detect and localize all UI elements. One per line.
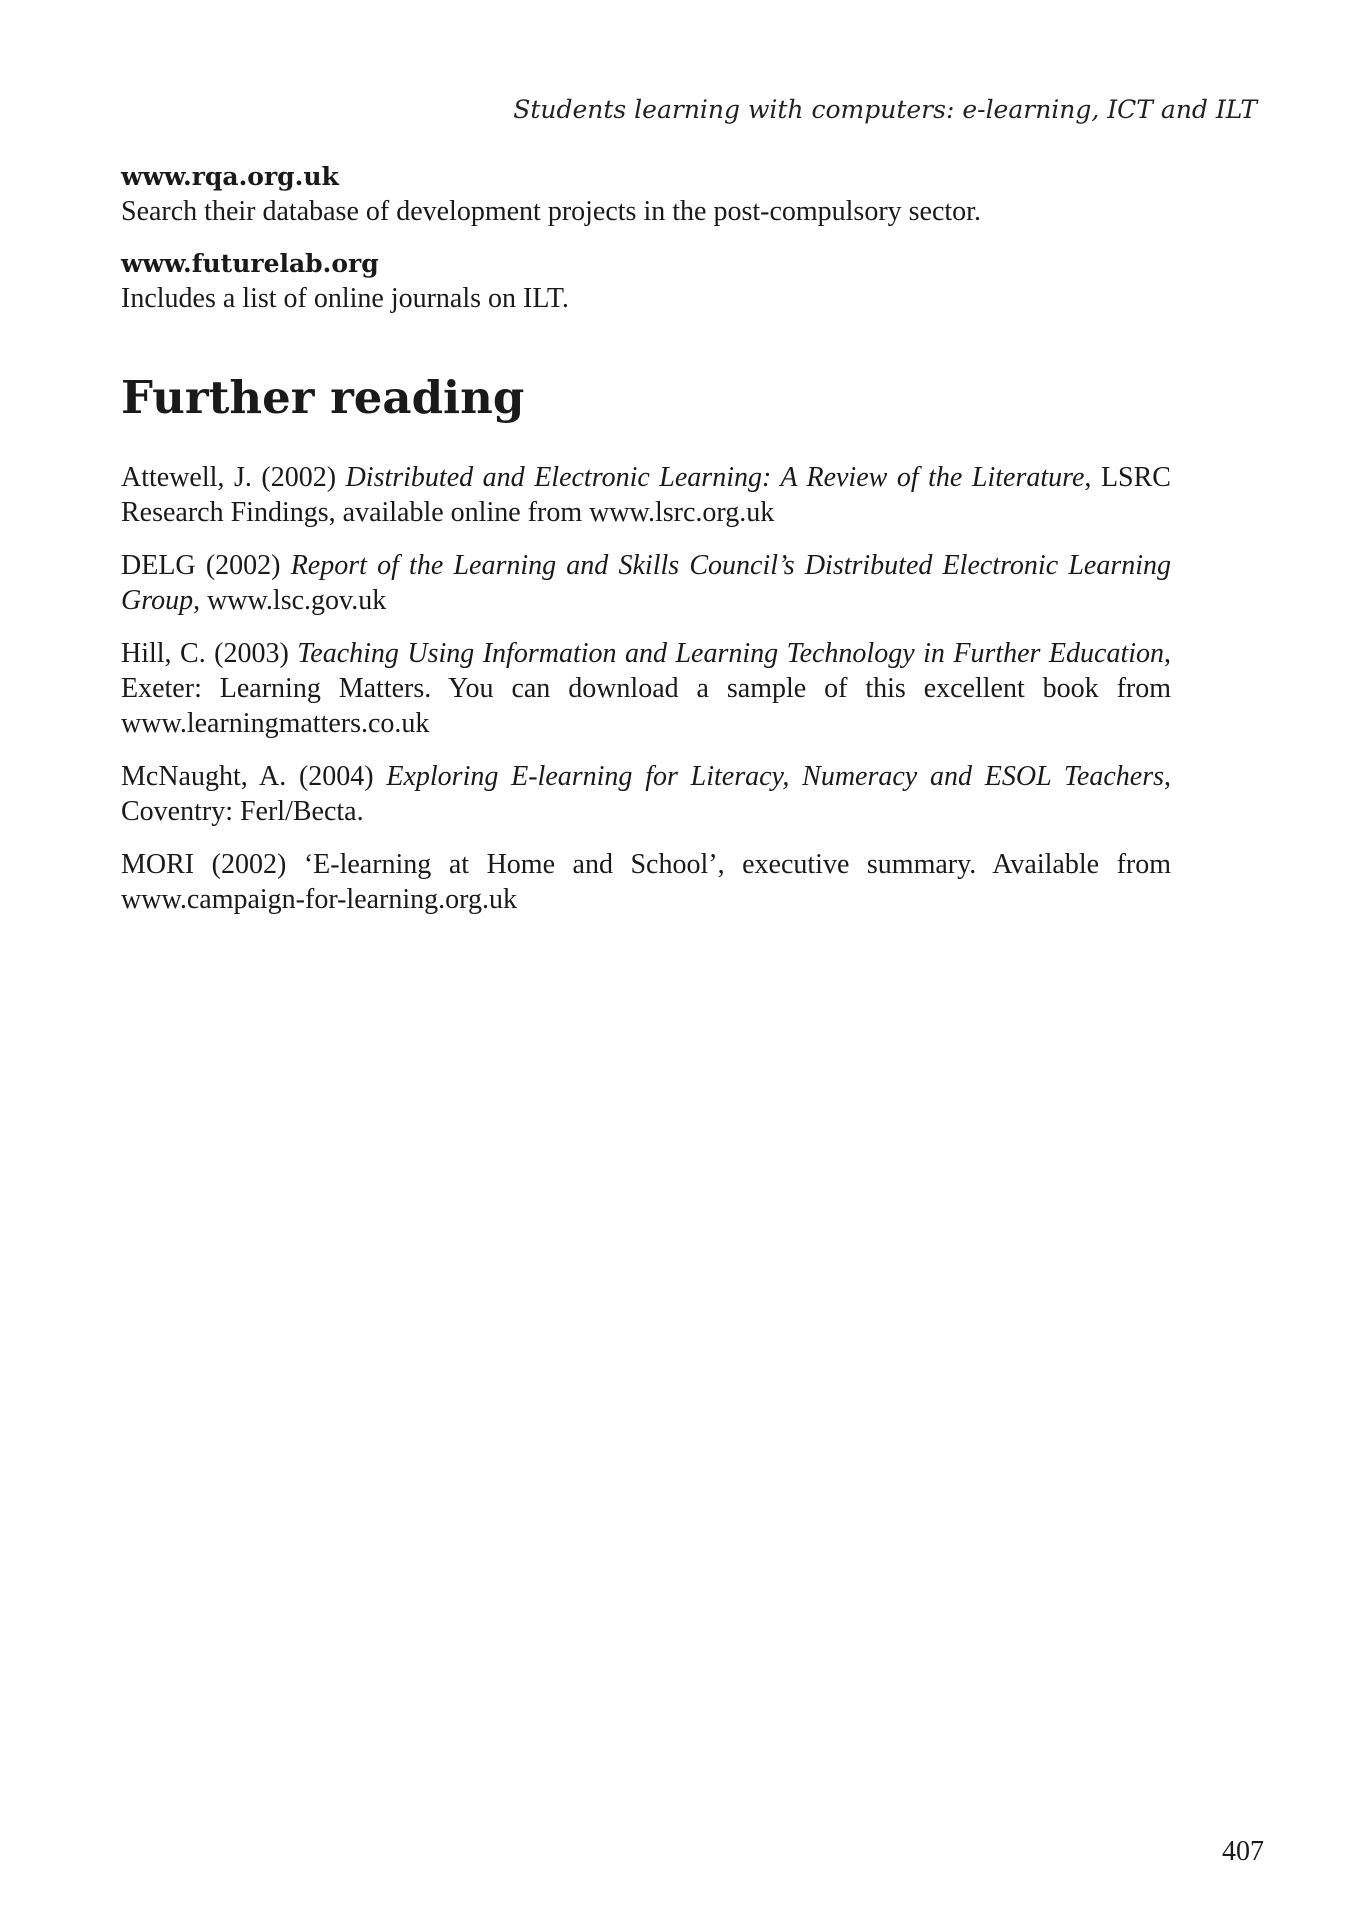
- section-heading: Further reading: [121, 371, 525, 424]
- reference-author-year: MORI (2002) ‘E-learning at Home and School’, executive summary. Available from www.campaign-for-learning.org.uk: [121, 849, 1171, 915]
- link-description: Search their database of development projects in the post-compulsory sector.: [121, 196, 981, 227]
- page-number: 407: [1222, 1836, 1264, 1867]
- page-body: [121, 160, 1171, 935]
- link-url[interactable]: www.futurelab.org: [121, 249, 379, 278]
- link-entry: [121, 247, 1171, 316]
- reference-title: Teaching Using Information and Learning Technology in Further Education: [297, 638, 1164, 669]
- link-description: Includes a list of online journals on ILT.: [121, 283, 569, 314]
- reference-title: Distributed and Electronic Learning: A Review of the Literature: [345, 462, 1085, 493]
- reference-author-year: DELG (2002): [121, 550, 291, 581]
- running-head: Students learning with computers: e-learning, ICT and ILT: [513, 95, 1257, 124]
- reference-details: , Coventry: Ferl/Becta.: [121, 761, 1171, 827]
- reference-details: , LSRC Research Findings, available online from www.lsrc.org.uk: [121, 462, 1171, 528]
- reference-entry: [121, 759, 1171, 829]
- reference-entry: [121, 636, 1171, 741]
- reference-title: Exploring E-learning for Literacy, Numeracy and ESOL Teachers: [386, 761, 1164, 792]
- reference-entry: [121, 460, 1171, 530]
- reference-author-year: McNaught, A. (2004): [121, 761, 387, 792]
- reference-details: , www.lsc.gov.uk: [193, 585, 387, 616]
- reference-author-year: Attewell, J. (2002): [121, 462, 346, 493]
- link-url[interactable]: www.rqa.org.uk: [121, 162, 339, 191]
- link-entry: [121, 160, 1171, 229]
- reference-entry: [121, 847, 1171, 917]
- reference-title: Report of the Learning and Skills Council’s Distributed Electronic Learning Group: [121, 550, 1172, 616]
- reference-author-year: Hill, C. (2003): [121, 638, 298, 669]
- reference-details: , Exeter: Learning Matters. You can download a sample of this excellent book from www.learningmatters.co.uk: [121, 638, 1171, 739]
- reference-entry: [121, 548, 1171, 618]
